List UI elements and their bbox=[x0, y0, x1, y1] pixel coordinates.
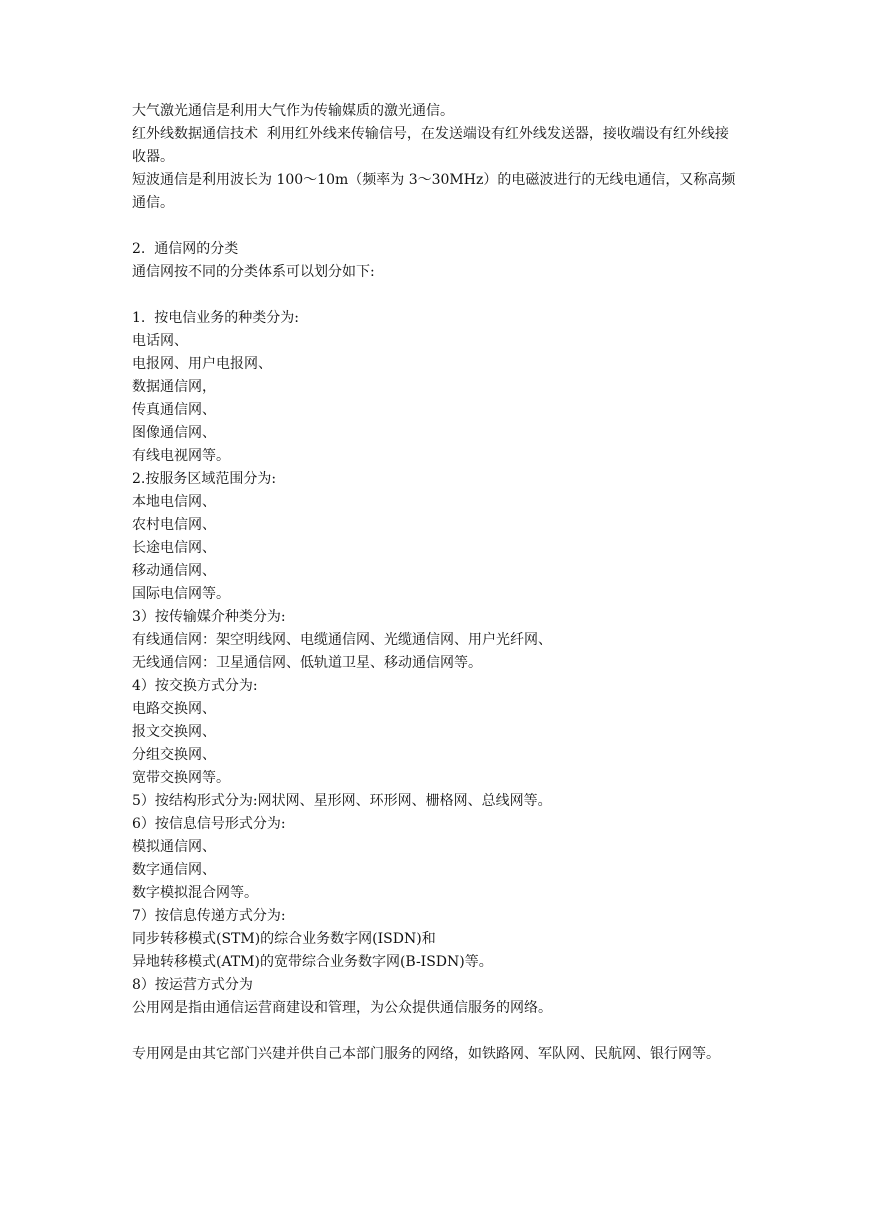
group-item: 数据通信网， bbox=[132, 379, 216, 395]
paragraph-laser: 大气激光通信是利用大气作为传输媒质的激光通信。 bbox=[132, 103, 454, 119]
section-title: 2. 通信网的分类 bbox=[132, 241, 239, 257]
group-item: 移动通信网、 bbox=[132, 563, 216, 579]
paragraph-shortwave: 短波通信是利用波长为 100～10m（频率为 3～30MHz）的电磁波进行的无线电通信，又称高频通信。 bbox=[132, 172, 736, 211]
group-item: 传真通信网、 bbox=[132, 402, 216, 418]
group-item: 异地转移模式(ATM)的宽带综合业务数字网(B-ISDN)等。 bbox=[132, 954, 493, 970]
group-item: 有线通信网：架空明线网、电缆通信网、光缆通信网、用户光纤网、 bbox=[132, 632, 552, 648]
group-item: 数字模拟混合网等。 bbox=[132, 885, 258, 901]
group-item: 图像通信网、 bbox=[132, 425, 216, 441]
group-heading: 2.按服务区域范围分为: bbox=[132, 471, 277, 487]
group-item: 同步转移模式(STM)的综合业务数字网(ISDN)和 bbox=[132, 931, 436, 947]
group-heading: 6）按信息信号形式分为: bbox=[132, 816, 286, 832]
spacer bbox=[132, 1020, 742, 1043]
group-item: 农村电信网、 bbox=[132, 517, 216, 533]
group-item: 电报网、用户电报网、 bbox=[132, 356, 272, 372]
spacer bbox=[132, 215, 742, 238]
group-item: 宽带交换网等。 bbox=[132, 770, 230, 786]
group-item: 数字通信网、 bbox=[132, 862, 216, 878]
group-item: 国际电信网等。 bbox=[132, 586, 230, 602]
group-item: 电话网、 bbox=[132, 333, 188, 349]
group-heading: 4）按交换方式分为: bbox=[132, 678, 258, 694]
section-intro: 通信网按不同的分类体系可以划分如下: bbox=[132, 264, 375, 280]
group-item: 无线通信网：卫星通信网、低轨道卫星、移动通信网等。 bbox=[132, 655, 482, 671]
group-heading: 3）按传输媒介种类分为: bbox=[132, 609, 286, 625]
group-item: 公用网是指由通信运营商建设和管理，为公众提供通信服务的网络。 bbox=[132, 1000, 552, 1016]
group-heading: 7）按信息传递方式分为: bbox=[132, 908, 286, 924]
group-item: 长途电信网、 bbox=[132, 540, 216, 556]
spacer bbox=[132, 284, 742, 307]
group-item: 模拟通信网、 bbox=[132, 839, 216, 855]
paragraph-infrared: 红外线数据通信技术 利用红外线来传输信号，在发送端设有红外线发送器，接收端设有红外线接收器。 bbox=[132, 126, 729, 165]
document-page bbox=[132, 100, 742, 1066]
classification-list bbox=[132, 307, 742, 1020]
group-item: 报文交换网、 bbox=[132, 724, 216, 740]
group-item: 分组交换网、 bbox=[132, 747, 216, 763]
group-heading: 8）按运营方式分为 bbox=[132, 977, 253, 993]
group-heading: 1. 按电信业务的种类分为: bbox=[132, 310, 299, 326]
paragraph-private-network: 专用网是由其它部门兴建并供自己本部门服务的网络，如铁路网、军队网、民航网、银行网等。 bbox=[132, 1046, 720, 1062]
group-item: 有线电视网等。 bbox=[132, 448, 230, 464]
group-heading: 5）按结构形式分为:网状网、星形网、环形网、栅格网、总线网等。 bbox=[132, 793, 552, 809]
group-item: 电路交换网、 bbox=[132, 701, 216, 717]
group-item: 本地电信网、 bbox=[132, 494, 216, 510]
